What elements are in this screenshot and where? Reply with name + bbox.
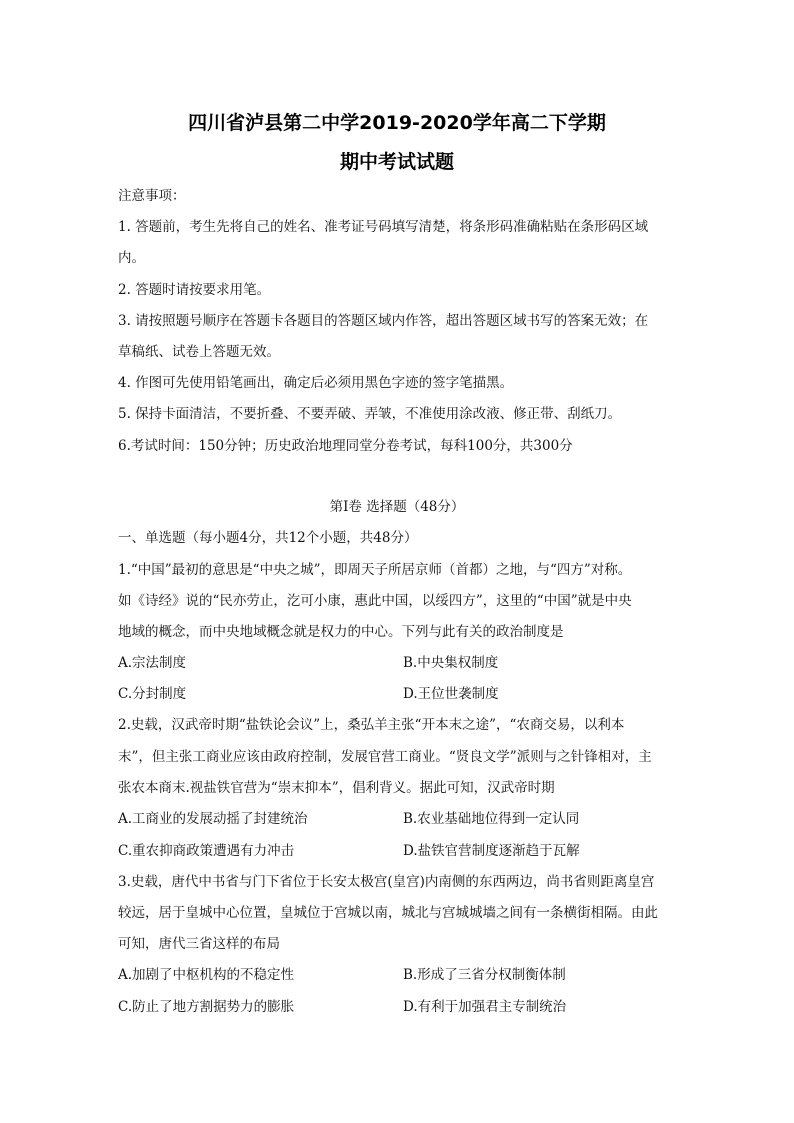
question-stem-line: 张农本商末.视盐铁官营为“崇末抑本”，倡利背义。据此可知，汉武帝时期 xyxy=(118,780,555,796)
option-b: B.形成了三省分权制衡体制 xyxy=(403,967,566,983)
option-d: D.王位世袭制度 xyxy=(403,686,499,702)
notice-line: 2. 答题时请按要求用笔。 xyxy=(118,282,271,298)
question-stem-line: 可知，唐代三省这样的布局 xyxy=(118,936,280,952)
option-b: B.中央集权制度 xyxy=(403,655,499,671)
section-subtitle: 一、单选题（每小题4分，共12个小题，共48分） xyxy=(118,530,418,546)
question-stem-line: 如《诗经》说的“民亦劳止，汔可小康，惠此中国，以绥四方”，这里的“中国”就是中央 xyxy=(118,593,632,609)
option-b: B.农业基础地位得到一定认同 xyxy=(403,811,580,827)
option-c: C.防止了地方割据势力的膨胀 xyxy=(118,999,295,1015)
option-c: C.重农抑商政策遭遇有力冲击 xyxy=(118,843,295,859)
option-a: A.工商业的发展动摇了封建统治 xyxy=(118,811,308,827)
notice-line: 3. 请按照题号顺序在答题卡各题目的答题区域内作答，超出答题区域书写的答案无效；在 xyxy=(118,313,649,329)
option-c: C.分封制度 xyxy=(118,686,187,702)
option-a: A.宗法制度 xyxy=(118,655,187,671)
question-stem-line: 地域的概念，而中央地域概念就是权力的中心。下列与此有关的政治制度是 xyxy=(118,624,564,640)
question-stem-line: 2.史载，汉武帝时期“盐铁论会议”上，桑弘羊主张“开本末之途”，“农商交易，以利本 xyxy=(118,717,625,733)
section-title: 第Ⅰ卷 选择题（48分） xyxy=(329,499,465,515)
notice-line: 内。 xyxy=(118,250,145,266)
option-a: A.加剧了中枢机构的不稳定性 xyxy=(118,967,295,983)
exam-title: 四川省泸县第二中学2019-2020学年高二下学期 xyxy=(188,112,606,134)
notice-line: 4. 作图可先使用铅笔画出，确定后必须用黑色字迹的签字笔描黑。 xyxy=(118,375,514,391)
notice-line: 5. 保持卡面清洁，不要折叠、不要弄破、弄皱，不准使用涂改液、修正带、刮纸刀。 xyxy=(118,406,622,422)
exam-subtitle: 期中考试试题 xyxy=(339,151,454,173)
option-d: D.有利于加强君主专制统治 xyxy=(403,999,567,1015)
option-d: D.盐铁官营制度逐渐趋于瓦解 xyxy=(403,843,580,859)
question-stem-line: 较远，居于皇城中心位置，皇城位于宫城以南，城北与宫城城墙之间有一条横街相隔。由此 xyxy=(118,905,658,921)
notice-line: 草稿纸、试卷上答题无效。 xyxy=(118,344,280,360)
question-stem-line: 3.史载，唐代中书省与门下省位于长安太极宫(皇宫)内南侧的东西两边，尚书省则距离皇宫 xyxy=(118,874,655,890)
question-stem-line: 1.“中国”最初的意思是“中央之城”，即周天子所居京师（首都）之地，与“四方”对称。 xyxy=(118,562,632,578)
notice-heading: 注意事项： xyxy=(118,188,186,204)
question-stem-line: 末”，但主张工商业应该由政府控制，发展官营工商业。“贤良文学”派则与之针锋相对，主 xyxy=(118,749,652,765)
notice-line: 6.考试时间：150分钟；历史政治地理同堂分卷考试，每科100分，共300分 xyxy=(118,438,573,454)
notice-line: 1. 答题前，考生先将自己的姓名、准考证号码填写清楚，将条形码准确粘贴在条形码区域 xyxy=(118,219,649,235)
